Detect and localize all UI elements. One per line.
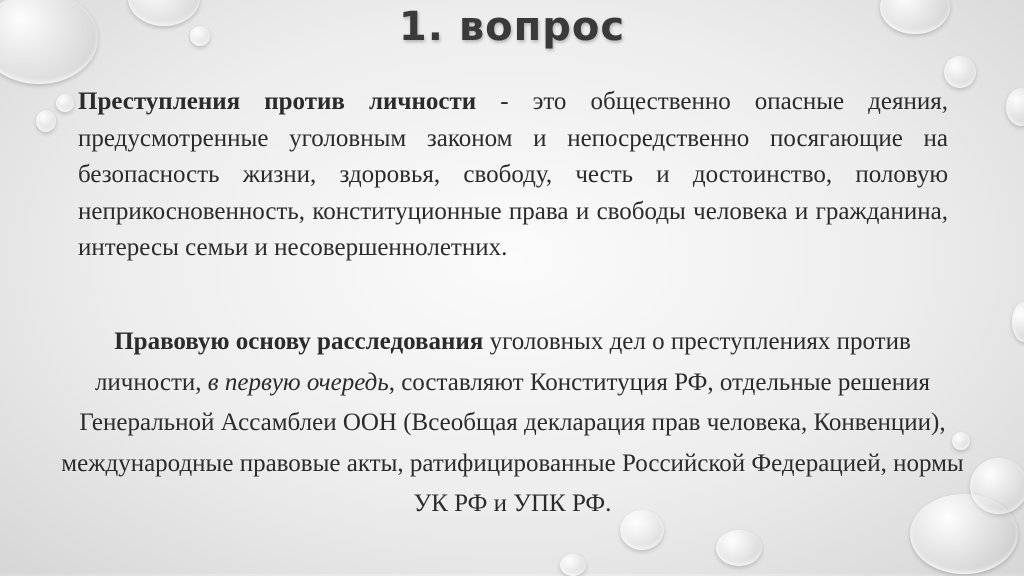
legal-basis-text-a: уголовных дел о преступлениях против личности, [94,328,911,396]
legal-basis-emphasis: в первую очередь [207,368,389,396]
water-drop-decoration [944,56,976,88]
water-drop-decoration [1006,88,1024,126]
legal-basis-text-b: , составляют Конституция РФ, отдельные решения Генеральной Ассамблеи ООН (Всеобщая декларация прав человека, Конвенции), международные правовые акты, ратифицированные Российской Федерацией, нормы УК РФ и УПК РФ. [61,368,964,517]
legal-basis-term: Правовую основу расследования [114,328,484,355]
water-drop-decoration [56,94,74,112]
legal-basis-paragraph [60,322,965,525]
definition-paragraph [78,84,948,267]
definition-term: Преступления против личности [78,88,477,115]
water-drop-decoration [716,530,762,566]
water-drop-decoration [36,110,56,132]
water-drop-decoration [560,554,586,576]
definition-text: - это общественно опасные деяния, предусмотренные уголовным законом и непосредственно посягающие на безопасность жизни, здоровья, свободу, честь и достоинство, половую неприкосновенность, конституционные права и свободы человека и гражданина, интересы семьи и несовершеннолетних. [78,88,948,261]
water-drop-decoration [1012,302,1024,342]
slide-title: 1. вопрос [398,4,626,50]
